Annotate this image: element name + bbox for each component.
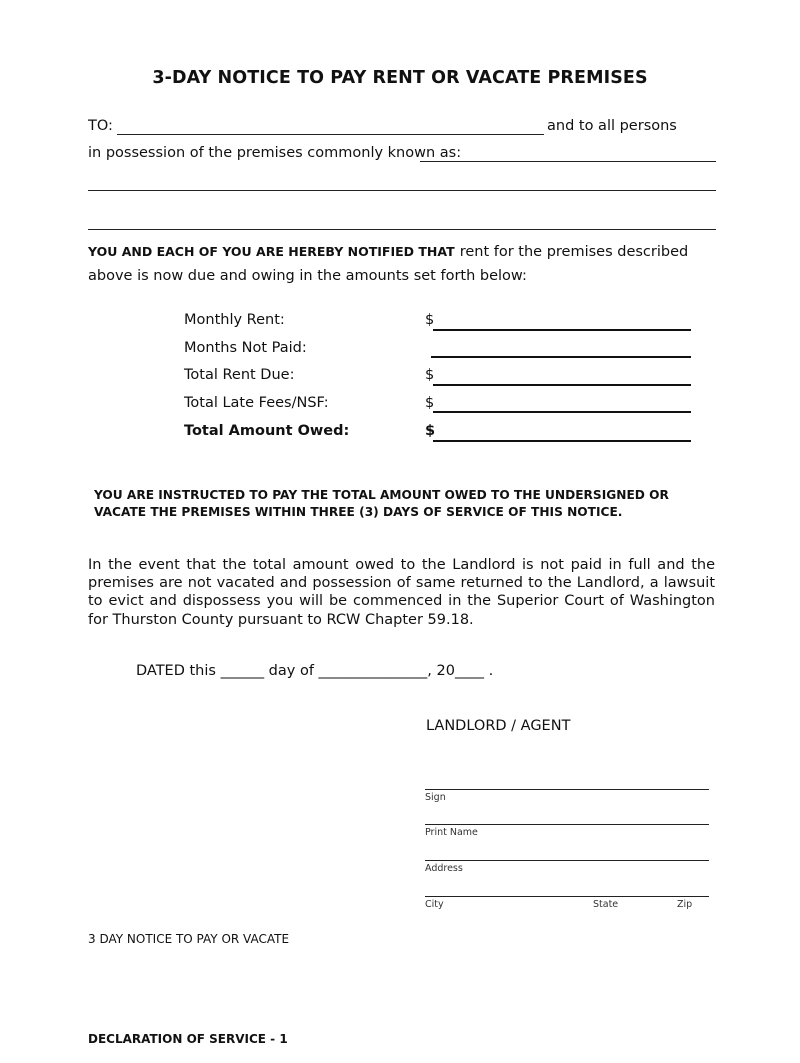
dollar-sign: $ [425,312,435,328]
zip-caption: Zip [677,899,693,910]
dollar-sign: $ [425,395,435,411]
amount-label: Total Rent Due: [184,367,295,383]
to-label: TO: [88,118,113,134]
dollar-sign: $ [425,423,436,439]
print-name-field[interactable] [425,824,709,825]
amount-label: Months Not Paid: [184,340,307,356]
possession-text: in possession of the premises commonly known as: [88,145,462,161]
lawsuit-paragraph: In the event that the total amount owed to the Landlord is not paid in full and the premises are not vacated and possession of same returned to the Landlord, a lawsuit to evict and dispossess you will be commenced in the Superior Court of Washington for Thurston County pursuant to RCW Chapter 59.18. [88,557,715,628]
footer-declaration: DECLARATION OF SERVICE - 1 [88,1032,288,1046]
notified-line-2: above is now due and owing in the amounts set forth below: [88,268,527,284]
address-field[interactable] [425,860,709,861]
landlord-agent-label: LANDLORD / AGENT [426,718,571,734]
address-caption: Address [425,863,463,874]
city-caption: City [425,899,444,910]
instruction-text: YOU ARE INSTRUCTED TO PAY THE TOTAL AMOUNT OWED TO THE UNDERSIGNED OR VACATE THE PREMISES WITHIN THREE (3) DAYS OF SERVICE OF THIS NOTICE. [94,488,669,519]
late-fees-field[interactable] [433,411,691,413]
to-name-field[interactable] [117,134,544,135]
city-state-zip-field[interactable] [425,896,709,897]
footer-title: 3 DAY NOTICE TO PAY OR VACATE [88,932,290,946]
premises-address-field-1[interactable] [420,161,716,162]
and-all-persons-text: and to all persons [547,118,677,134]
total-amount-owed-field[interactable] [433,440,691,442]
premises-address-field-2[interactable] [88,190,716,191]
print-name-caption: Print Name [425,827,478,838]
sign-caption: Sign [425,792,446,803]
notified-rest-text: rent for the premises described [459,244,689,260]
dollar-sign: $ [425,367,435,383]
dated-line[interactable]: DATED this ______ day of _______________, 20____ . [136,663,494,679]
amount-label: Total Amount Owed: [184,423,350,439]
months-not-paid-field[interactable] [431,356,691,358]
amount-label: Total Late Fees/NSF: [184,395,329,411]
notice-title: 3-DAY NOTICE TO PAY RENT OR VACATE PREMISES [152,68,648,88]
state-caption: State [593,899,619,910]
monthly-rent-field[interactable] [433,329,691,331]
sign-field[interactable] [425,789,709,790]
total-rent-due-field[interactable] [433,384,691,386]
notified-bold-text: YOU AND EACH OF YOU ARE HEREBY NOTIFIED THAT [88,244,455,259]
premises-address-field-3[interactable] [88,229,716,230]
amount-label: Monthly Rent: [184,312,285,328]
notified-line-1 [88,241,688,260]
